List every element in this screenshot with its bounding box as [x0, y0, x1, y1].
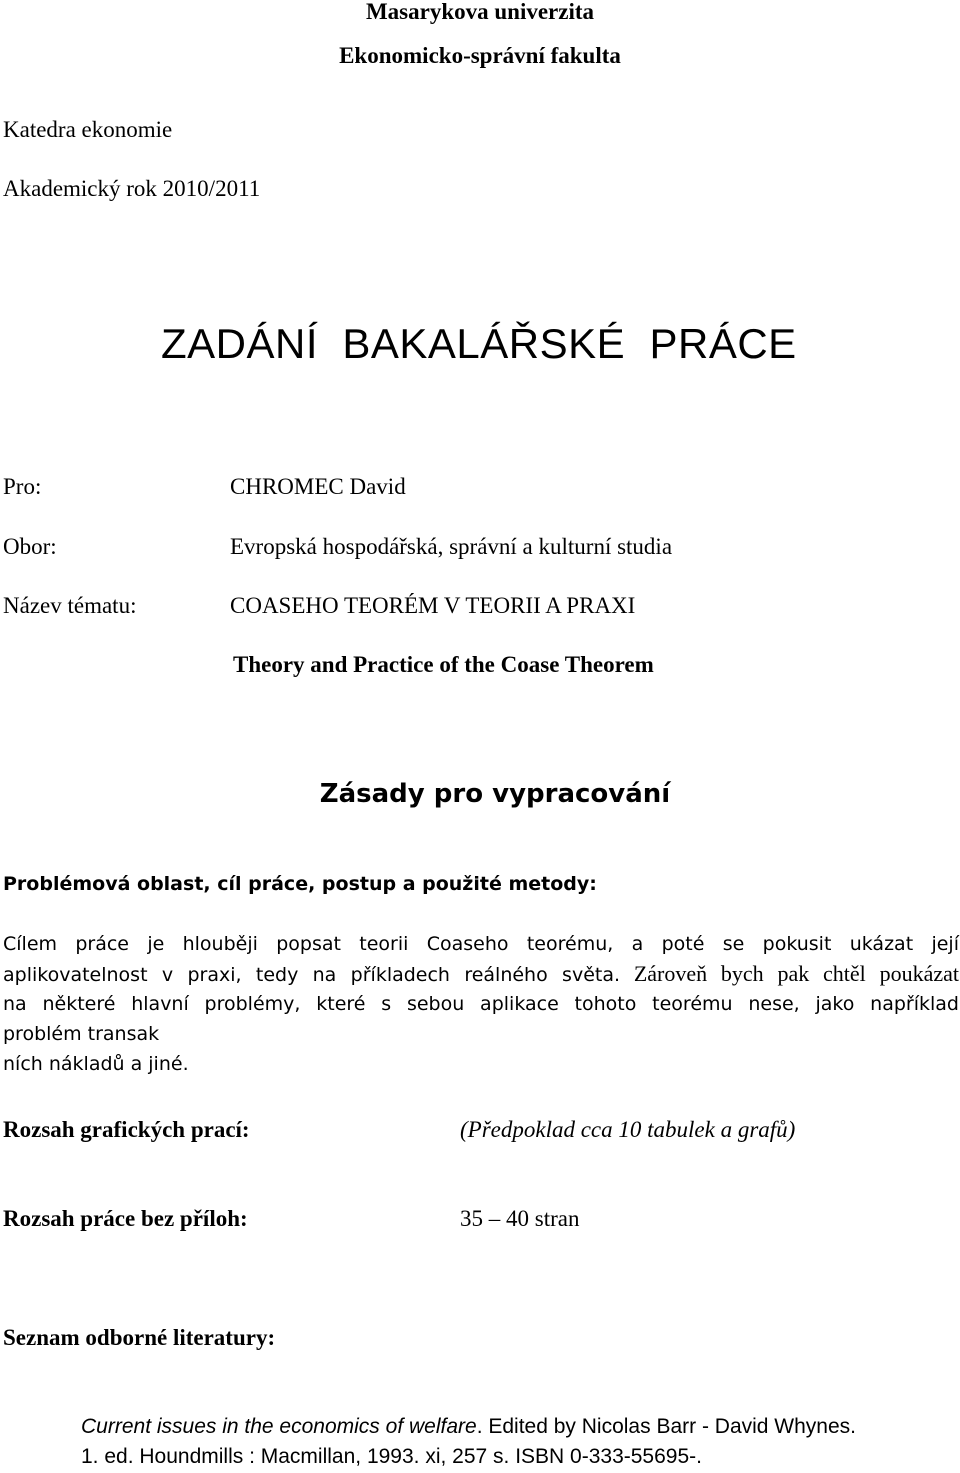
paragraph-segment: Zároveň bych pak chtěl poukázat — [620, 961, 959, 986]
paragraph-segment: aplikovatelnost v praxi, tedy na příkladech reálného světa. — [3, 964, 621, 986]
literature-item — [81, 1413, 856, 1441]
graphics-scope-value: (Předpoklad cca 10 tabulek a grafů) — [460, 1117, 796, 1142]
principles-paragraph — [3, 929, 959, 1079]
field-obor-label: Obor: — [3, 534, 57, 559]
problem-area-heading: Problémová oblast, cíl práce, postup a použité metody: — [3, 873, 597, 895]
paragraph-line: problém transak — [3, 1023, 160, 1045]
field-nazev-label: Název tématu: — [3, 593, 137, 618]
paragraph-line: ních nákladů a jiné. — [3, 1053, 189, 1075]
work-scope-label: Rozsah práce bez příloh: — [3, 1206, 248, 1231]
literature-title: Current issues in the economics of welfare — [81, 1415, 477, 1438]
page-title: ZADÁNÍ BAKALÁŘSKÉ PRÁCE — [161, 320, 797, 367]
field-nazev-value: COASEHO TEORÉM V TEORII A PRAXI — [230, 593, 636, 618]
paragraph-line: na některé hlavní problémy, které s sebou aplikace tohoto teorému nese, jako například — [3, 993, 959, 1015]
paragraph-line: Cílem práce je hlouběji popsat teorii Coaseho teorému, a poté se pokusit ukázat její — [3, 933, 959, 955]
department-name: Katedra ekonomie — [3, 117, 173, 142]
work-scope-value: 35 – 40 stran — [460, 1206, 580, 1231]
literature-item-line2: 1. ed. Houndmills : Macmillan, 1993. xi, 257 s. ISBN 0-333-55695-. — [81, 1445, 702, 1468]
paragraph-line — [3, 959, 959, 989]
field-pro-label: Pro: — [3, 474, 42, 499]
faculty-name: Ekonomicko-správní fakulta — [339, 43, 621, 68]
field-pro-value: CHROMEC David — [230, 474, 406, 499]
literature-heading: Seznam odborné literatury: — [3, 1325, 276, 1350]
principles-heading: Zásady pro vypracování — [319, 779, 671, 809]
field-obor-value: Evropská hospodářská, správní a kulturní studia — [230, 534, 673, 559]
graphics-scope-label: Rozsah grafických prací: — [3, 1117, 250, 1142]
literature-details: . Edited by Nicolas Barr - David Whynes. — [476, 1415, 856, 1438]
university-name: Masarykova univerzita — [365, 0, 595, 24]
academic-year: Akademický rok 2010/2011 — [3, 176, 261, 201]
field-nazev-english: Theory and Practice of the Coase Theorem — [233, 652, 654, 677]
